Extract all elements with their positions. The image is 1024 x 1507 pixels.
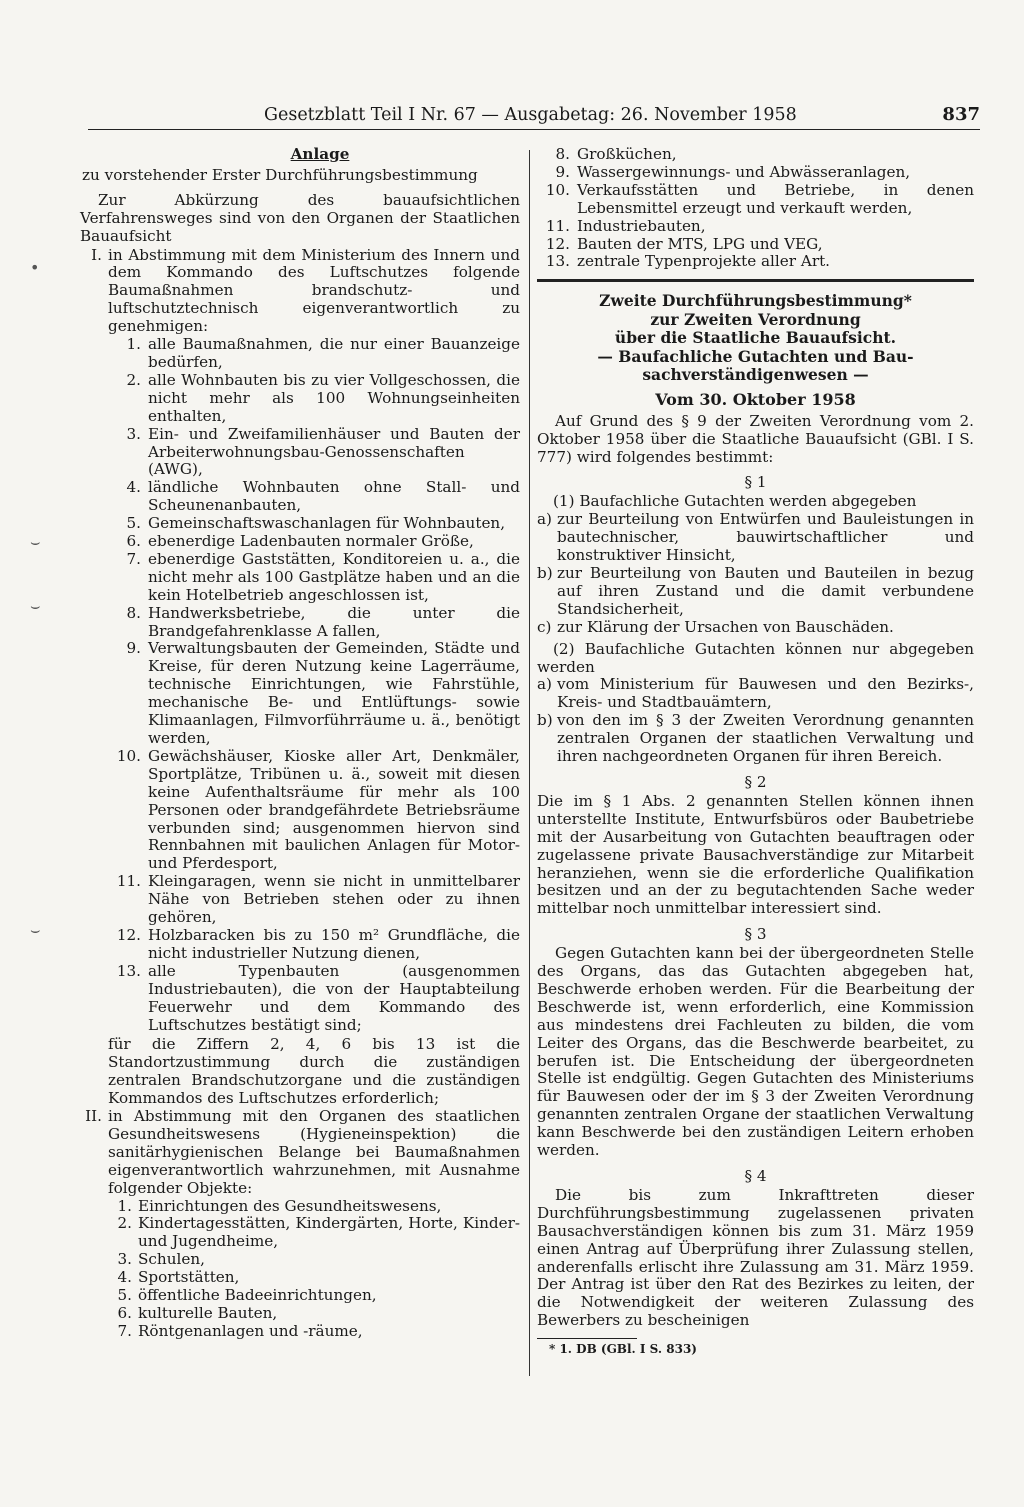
item-number: 13. (116, 961, 141, 980)
item-number: 3. (126, 424, 141, 443)
list-item (108, 551, 520, 605)
item-text: alle Typenbauten (ausgenommen Industriebauten), die von der Hauptabteilung Feuerwehr und dem Kommando des Luftschutzes bestätigt sind; (148, 961, 520, 1034)
item-number: 2. (126, 370, 141, 389)
list-item (108, 963, 520, 1035)
item-letter: a) (537, 675, 552, 694)
item-text: ebenerdige Gaststätten, Konditoreien u. a., die nicht mehr als 100 Gastplätze haben und an die kein Hotelbetrieb angeschlossen ist, (148, 549, 520, 604)
item-number: 8. (555, 145, 570, 163)
item-number: 6. (126, 532, 141, 551)
annex-heading: Anlage (290, 145, 350, 163)
list-item (108, 927, 520, 963)
item-text: von den im § 3 der Zweiten Verordnung genannten zentralen Organen der staatlichen Verwaltung und ihren nachgeordneten Organen für ihren Bereich. (557, 711, 974, 766)
item-text: vom Ministerium für Bauwesen und den Bezirks-, Kreis- und Stadtbauämtern, (557, 675, 974, 712)
abs-list-item (537, 565, 974, 619)
list-item (537, 182, 974, 218)
decree-title-line: zur Zweiten Verordnung (650, 309, 861, 329)
paragraph-sign: § 1 (744, 473, 767, 492)
item-number: 4. (126, 478, 141, 497)
item-number: 2. (117, 1214, 132, 1233)
list-item (108, 1269, 520, 1287)
column-divider (529, 150, 530, 1376)
item-text: Industriebauten, (577, 216, 706, 235)
list-item (108, 533, 520, 551)
section-I-list (108, 336, 520, 1034)
item-number: 10. (116, 746, 141, 765)
item-text: kulturelle Bauten, (138, 1304, 278, 1322)
item-text: zur Klärung der Ursachen von Bauschäden. (557, 617, 894, 636)
decree-title-line: über die Staatliche Bauaufsicht. (614, 328, 897, 348)
item-number: 13. (545, 252, 570, 271)
list-item (537, 218, 974, 236)
header-title: Gesetzblatt Teil I Nr. 67 — Ausgabetag: 26. November 1958 (264, 105, 797, 125)
item-number: 12. (116, 925, 141, 944)
list-item (108, 873, 520, 927)
decree-preamble: Auf Grund des § 9 der Zweiten Verordnung vom 2. Oktober 1958 über die Staatliche Bauaufsicht (GBl. I S. 777) wird folgendes bestimmt: (537, 411, 974, 466)
item-number: 5. (117, 1286, 132, 1305)
abs-list-item (537, 619, 974, 637)
item-text: Röntgenanlagen und -räume, (138, 1321, 363, 1340)
item-text: Gemeinschaftswaschanlagen für Wohnbauten, (148, 514, 506, 533)
list-item (537, 236, 974, 254)
item-text: Ein- und Zweifamilienhäuser und Bauten der Arbeiterwohnungsbau-Genossenschaften (AWG), (148, 424, 520, 479)
item-number: 9. (555, 162, 570, 181)
decree-title-line: sachverständigenwesen — (642, 365, 869, 385)
section-number: II. (85, 1107, 102, 1126)
abs-list-item (537, 511, 974, 565)
paragraph-4-text: Die bis zum Inkrafttreten dieser Durchführungsbestimmung zugelassenen privaten Bausachverständigen können bis zum 31. März 1959 einen Antrag auf Überprüfung ihrer Zulassung stellen, anderenfalls erlischt ihre Zulassung am 31. März 1959. Der Antrag ist über den Rat des Bezirkes zu leiten, der die Notwendigkeit der weiteren Zulassung des Bewerbers zu bescheinigen (537, 1185, 974, 1330)
list-item (108, 515, 520, 533)
item-text: Holzbaracken bis zu 150 m² Grundfläche, die nicht industrieller Nutzung dienen, (148, 925, 520, 962)
list-item (537, 164, 974, 182)
paragraph-2-text: Die im § 1 Abs. 2 genannten Stellen können ihnen unterstellte Institute, Entwurfsbüros oder Baubetriebe mit der Ausarbeitung von Gutachten beauftragen oder zugelassene private Bausachverständige zur Mitarbeit heranziehen, wenn sie die erforderliche Qualifikation besitzen und an der zu begutachtenden Sache weder mittelbar noch unmittelbar interessiert sind. (537, 791, 974, 918)
list-item (108, 426, 520, 480)
decree-title (537, 292, 974, 385)
item-number: 12. (545, 234, 570, 253)
list-item (108, 640, 520, 747)
decree-title-line: — Baufachliche Gutachten und Bau- (597, 346, 914, 366)
list-item (537, 146, 974, 164)
item-text: ländliche Wohnbauten ohne Stall- und Scheunenanbauten, (148, 478, 520, 515)
section-text: in Abstimmung mit dem Ministerium des Innern und dem Kommando des Luftschutzes folgende Baumaßnahmen brandschutz- und luftschutztechnisch eigenverantwortlich zu genehmigen: (108, 245, 520, 336)
item-number: 10. (545, 180, 570, 199)
item-text: alle Baumaßnahmen, die nur einer Bauanzeige bedürfen, (148, 335, 520, 371)
section-number: I. (91, 245, 102, 264)
page-header (88, 104, 980, 128)
item-text: Großküchen, (577, 145, 677, 163)
margin-check-mark: ⌣ (30, 532, 41, 551)
item-text: Bauten der MTS, LPG und VEG, (577, 234, 823, 253)
item-number: 11. (545, 216, 570, 235)
paragraph-3-text: Gegen Gutachten kann bei der übergeordneten Stelle des Organs, das das Gutachten abgegeben hat, Beschwerde erhoben werden. Für die Bearbeitung der Beschwerde ist, wenn erforderlich, eine Kommission aus mindestens drei Fachleuten zu bilden, die vom Leiter des Organs, das die Beschwerde bearbeitet, zu berufen ist. Die Entscheidung der übergeordneten Stelle ist endgültig. Gegen Gutachten des Ministeriums für Bauwesen oder der im § 3 der Zweiten Verordnung genannten zentralen Organe der staatlichen Verwaltung kann Beschwerde bei den zuständigen Leitern erhoben werden. (537, 944, 974, 1160)
list-item (108, 372, 520, 426)
list-item (108, 748, 520, 873)
abs-1-items (537, 511, 974, 636)
section-II (80, 1108, 520, 1341)
list-item (108, 479, 520, 515)
item-text: Sportstätten, (138, 1268, 240, 1287)
item-text: zur Beurteilung von Bauten und Bauteilen in bezug auf ihren Zustand und die damit verbundene Standsicherheit, (557, 564, 974, 618)
list-item (108, 605, 520, 641)
paragraph-sign: § 4 (744, 1167, 767, 1185)
item-text: Kindertagesstätten, Kindergärten, Horte, Kinder- und Jugendheime, (138, 1214, 520, 1251)
item-number: 1. (126, 335, 141, 354)
left-column (80, 146, 520, 1341)
item-number: 7. (117, 1321, 132, 1340)
paragraph-sign: § 3 (744, 925, 767, 944)
item-number: 3. (117, 1250, 132, 1269)
footnote: * 1. DB (GBl. I S. 833) (549, 1342, 697, 1357)
section-I-closing: für die Ziffern 2, 4, 6 bis 13 ist die Standortzustimmung durch die zuständigen zentralen Brandschutzorgane und die zuständigen Kommandos des Luftschutzes erforderlich; (108, 1035, 520, 1108)
item-text: Verkaufsstätten und Betriebe, in denen Lebensmittel erzeugt und verkauft werden, (577, 180, 974, 217)
right-column (537, 146, 974, 1359)
item-number: 6. (117, 1304, 132, 1322)
item-number: 11. (116, 872, 141, 891)
paragraph-1-abs-2: (2) Baufachliche Gutachten können nur abgegeben werden (537, 639, 974, 676)
list-item (108, 336, 520, 372)
item-letter: b) (537, 711, 553, 730)
paragraph-sign: § 2 (744, 772, 767, 791)
margin-dot-mark: • (30, 258, 40, 277)
list-item (108, 1198, 520, 1216)
item-text: alle Wohnbauten bis zu vier Vollgeschossen, die nicht mehr als 100 Wohnungseinheiten enthalten, (148, 370, 520, 425)
item-text: ebenerdige Ladenbauten normaler Größe, (148, 532, 474, 551)
list-item (537, 253, 974, 271)
abs-list-item (537, 676, 974, 712)
item-text: zentrale Typenprojekte aller Art. (577, 252, 831, 271)
list-item (108, 1323, 520, 1341)
section-rule (537, 279, 974, 282)
margin-check-mark: ⌣ (30, 596, 41, 615)
item-text: öffentliche Badeeinrichtungen, (138, 1286, 377, 1305)
item-number: 4. (117, 1268, 132, 1287)
item-text: Verwaltungsbauten der Gemeinden, Städte und Kreise, für deren Nutzung keine Lagerräume, technische Einrichtungen, wie Fahrstühle, mechanische Be- und Entlüftungs- sowie Klimaanlagen, Filmvorführräume u. ä., benötigt werden, (148, 639, 520, 747)
item-number: 9. (126, 639, 141, 658)
item-text: zur Beurteilung von Entwürfen und Bauleistungen in bautechnischer, bauwirtschaftlicher und konstruktiver Hinsicht, (557, 510, 974, 565)
item-text: Handwerksbetriebe, die unter die Brandgefahrenklasse A fallen, (148, 603, 520, 640)
continued-list (537, 146, 974, 271)
abs-2-items (537, 676, 974, 766)
annex-intro: Zur Abkürzung des bauaufsichtlichen Verfahrensweges sind von den Organen der Staatlichen Bauaufsicht (80, 190, 520, 245)
item-text: Einrichtungen des Gesundheitswesens, (138, 1196, 442, 1215)
item-letter: b) (537, 564, 553, 582)
decree-title-line: Zweite Durchführungsbestimmung* (599, 291, 912, 311)
section-II-list (108, 1198, 520, 1341)
footnote-rule (537, 1338, 637, 1339)
page-number: 837 (942, 104, 980, 125)
decree-date: Vom 30. Oktober 1958 (655, 389, 856, 409)
section-text: in Abstimmung mit den Organen des staatlichen Gesundheitswesens (Hygieneinspektion) die sanitärhygienischen Belange bei Baumaßnahmen eigenverantwortlich wahrzunehmen, mit Ausnahme folgender Objekte: (108, 1107, 520, 1197)
annex-subheading: zu vorstehender Erster Durchführungsbestimmung (82, 165, 478, 184)
item-number: 7. (126, 549, 141, 568)
item-text: Kleingaragen, wenn sie nicht in unmittelbarer Nähe von Betrieben stehen oder zu ihnen gehören, (148, 872, 520, 927)
item-number: 1. (117, 1196, 132, 1215)
header-rule (88, 129, 980, 130)
item-number: 8. (126, 603, 141, 622)
abs-list-item (537, 712, 974, 766)
list-item (108, 1215, 520, 1251)
item-letter: c) (537, 617, 552, 636)
item-number: 5. (126, 514, 141, 533)
item-text: Schulen, (138, 1250, 205, 1269)
list-item (108, 1305, 520, 1323)
item-text: Wassergewinnungs- und Abwässeranlagen, (577, 162, 911, 181)
item-letter: a) (537, 510, 552, 529)
list-item (108, 1287, 520, 1305)
paragraph-1-abs-1: (1) Baufachliche Gutachten werden abgegeben (553, 492, 917, 511)
section-I (80, 247, 520, 1109)
margin-check-mark: ⌣ (30, 920, 41, 939)
item-text: Gewächshäuser, Kioske aller Art, Denkmäler, Sportplätze, Tribünen u. ä., soweit mit diesen keine Aufenthaltsräume für mehr als 100 Personen oder brandgefährdete Betriebsräume verbunden sind; ausgenommen hiervon sind Rennbahnen mit baulichen Anlagen für Motor- und Pferdesport, (148, 746, 520, 873)
list-item (108, 1251, 520, 1269)
